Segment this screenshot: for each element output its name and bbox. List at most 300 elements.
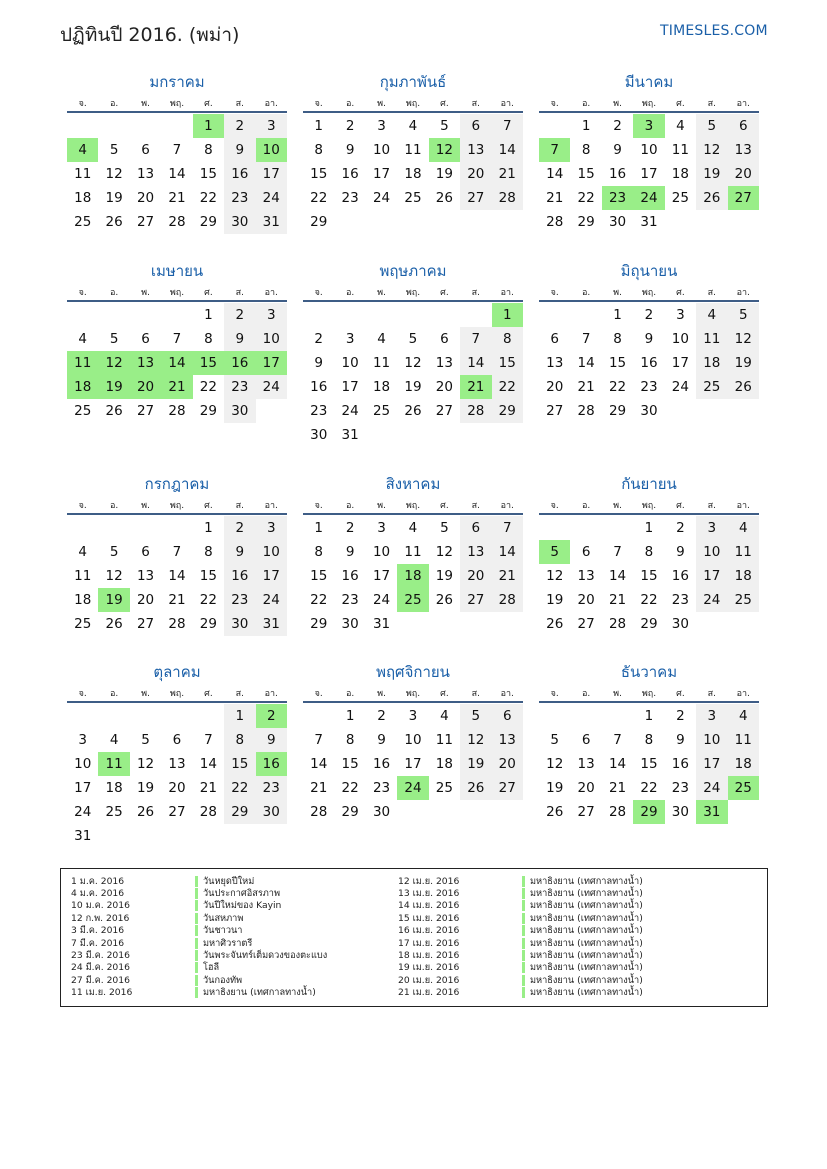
day-cell: 8 [644,544,654,560]
legend-holiday-name: มหาธิงยาน (เทศกาลทางน้ำ) [530,888,643,900]
legend-holiday-name: วันชาวนา [203,925,243,937]
weekday-label: ศ. [676,689,685,699]
day-cell: 12 [728,327,759,351]
day-cell: 17 [404,756,422,772]
legend-date: 11 เม.ย. 2016 [71,987,133,999]
day-cell: 2 [676,708,685,724]
day-blank [67,516,98,540]
day-cell: 19 [546,592,564,608]
weekday-label: จ. [314,99,323,109]
day-cell: 14 [492,138,523,162]
day-cell: 11 [404,544,422,560]
day-blank [602,704,633,728]
day-cell: 22 [492,375,523,399]
weekday-label: อา. [500,288,514,298]
day-blank [429,303,460,327]
day-cell: 2 [345,520,355,536]
day-cell: 10 [640,142,658,158]
day-cell: 27 [460,588,491,612]
weekday-label: จ. [78,501,87,511]
day-cell: 26 [460,776,491,800]
day-cell: 9 [314,355,323,371]
day-cell: 15 [492,351,523,375]
legend-holiday-name: มหาธิงยาน (เทศกาลทางน้ำ) [530,962,643,974]
day-cell: 22 [341,780,359,796]
day-cell: 27 [577,804,595,820]
day-cell: 25 [728,588,759,612]
weekday-label: พฤ. [641,99,657,109]
legend-row [398,987,643,999]
holiday-marker [522,900,525,911]
day-cell: 1 [581,118,591,134]
holiday-marker [195,900,198,911]
weekday-header [67,285,287,302]
legend-holiday-name: วันประกาศอิสรภาพ [203,888,281,900]
day-cell: 3 [408,708,418,724]
weekday-label: อ. [109,288,119,298]
weekday-label: ศ. [204,689,213,699]
day-cell: 4 [676,118,685,134]
day-cell: 24 [372,592,391,608]
day-cell: 6 [581,732,591,748]
weekday-label: อา. [264,99,278,109]
day-cell: 5 [440,520,449,536]
day-cell: 21 [577,379,595,395]
weekday-label: อา. [264,689,278,699]
month-name: ตุลาคม [153,663,201,681]
weekday-label: พ. [613,99,622,109]
weekday-label: ศ. [204,99,213,109]
month-may [303,257,523,447]
holiday-day-cell: 23 [602,186,633,210]
day-cell: 2 [224,114,255,138]
day-cell: 6 [440,331,449,347]
weekday-label: จ. [550,288,559,298]
holiday-day-cell: 16 [256,752,287,776]
day-cell: 29 [341,804,359,820]
day-cell: 25 [404,190,422,206]
day-cell: 29 [224,800,255,824]
day-cell: 30 [341,616,359,632]
day-cell: 1 [345,708,355,724]
day-grid [67,114,287,234]
day-cell: 9 [377,732,386,748]
day-cell: 21 [492,564,523,588]
weekday-label: พ. [377,99,386,109]
day-cell: 31 [256,612,287,636]
day-cell: 1 [204,307,213,323]
weekday-label: ส. [707,501,716,511]
legend-date: 23 มี.ค. 2016 [71,950,130,962]
holiday-day-cell: 19 [98,375,129,399]
day-cell: 28 [608,616,627,632]
day-cell: 26 [105,616,123,632]
day-cell: 5 [141,732,150,748]
holiday-day-cell: 31 [696,800,727,824]
holiday-day-cell: 5 [539,540,570,564]
weekday-label: ส. [471,288,480,298]
day-blank [570,516,601,540]
day-grid [303,704,523,824]
day-cell: 11 [435,732,453,748]
day-cell: 1 [644,708,654,724]
day-cell: 24 [256,186,287,210]
day-cell: 20 [577,780,595,796]
day-blank [161,303,192,327]
weekday-label: ส. [471,689,480,699]
holiday-marker [522,913,525,924]
day-cell: 3 [377,118,386,134]
weekday-label: พ. [141,689,150,699]
legend-holiday-name: มหาธิงยาน (เทศกาลทางน้ำ) [530,987,643,999]
day-cell: 30 [256,800,287,824]
day-cell: 18 [74,190,92,206]
day-cell: 19 [546,780,564,796]
weekday-label: อ. [109,99,119,109]
day-cell: 25 [435,780,453,796]
day-cell: 6 [172,732,182,748]
day-blank [130,516,161,540]
weekday-header [303,686,523,703]
weekday-label: พ. [377,501,386,511]
site-link[interactable]: TIMESLES.COM [660,23,768,39]
day-cell: 11 [728,728,759,752]
day-cell: 9 [256,728,287,752]
weekday-label: อ. [109,689,119,699]
weekday-label: พฤ. [169,501,185,511]
legend-holiday-name: วันพระจันทร์เต็มดวงของตะแบง [203,950,328,962]
day-cell: 30 [224,210,255,234]
day-cell: 14 [168,166,186,182]
holiday-day-cell: 3 [633,114,664,138]
day-blank [460,303,491,327]
day-cell: 27 [577,616,595,632]
day-cell: 27 [136,214,155,230]
month-june [539,257,759,423]
legend-date: 7 มี.ค. 2016 [71,937,125,949]
day-blank [303,704,334,728]
day-cell: 27 [546,403,564,419]
day-cell: 19 [460,752,491,776]
holiday-day-cell: 12 [98,351,129,375]
day-cell: 15 [341,756,359,772]
weekday-label: ศ. [440,99,449,109]
weekday-label: อ. [109,501,119,511]
day-blank [98,516,129,540]
day-cell: 13 [136,166,155,182]
weekday-header [303,96,523,113]
holiday-day-cell: 24 [397,776,428,800]
holiday-marker [195,876,198,887]
legend-date: 1 ม.ค. 2016 [71,875,125,887]
month-name: มกราคม [149,73,205,91]
day-blank [570,704,601,728]
weekday-label: พ. [613,288,622,298]
day-cell: 26 [404,403,422,419]
legend-date: 17 เม.ย. 2016 [398,937,460,949]
holiday-day-cell: 1 [193,114,224,138]
weekday-label: จ. [78,288,87,298]
day-cell: 24 [256,375,287,399]
day-cell: 4 [377,331,386,347]
day-cell: 8 [581,142,591,158]
weekday-label: พฤ. [169,99,185,109]
day-cell: 19 [136,780,155,796]
day-cell: 27 [435,403,453,419]
day-cell: 23 [372,780,391,796]
day-cell: 26 [105,403,123,419]
day-cell: 15 [310,166,328,182]
weekday-label: พฤ. [405,689,421,699]
day-cell: 14 [168,568,186,584]
day-cell: 11 [671,142,689,158]
holiday-day-cell: 18 [67,375,98,399]
day-cell: 28 [608,804,627,820]
weekday-header [539,498,759,515]
day-cell: 16 [640,355,658,371]
day-cell: 9 [224,327,255,351]
weekday-label: ศ. [440,689,449,699]
legend-holiday-name: โฮลี [203,962,220,974]
day-blank [67,114,98,138]
month-january [67,68,287,234]
day-cell: 31 [341,427,359,443]
weekday-label: ส. [235,501,244,511]
day-cell: 27 [136,403,155,419]
day-cell: 17 [696,564,727,588]
day-cell: 20 [460,162,491,186]
legend-date: 19 เม.ย. 2016 [398,962,460,974]
day-cell: 14 [492,540,523,564]
day-cell: 6 [728,114,759,138]
holiday-day-cell: 2 [256,704,287,728]
day-cell: 24 [256,588,287,612]
day-cell: 17 [640,166,658,182]
day-cell: 25 [105,804,123,820]
day-cell: 15 [640,756,658,772]
day-blank [130,303,161,327]
month-name: เมษายน [150,262,204,280]
day-cell: 16 [341,568,359,584]
day-grid [539,303,759,423]
day-cell: 26 [136,804,155,820]
weekday-label: พฤ. [405,288,421,298]
month-march [539,68,759,234]
day-cell: 12 [546,568,564,584]
holiday-marker [522,950,525,961]
day-cell: 4 [408,118,418,134]
day-cell: 8 [644,732,654,748]
day-cell: 18 [696,351,727,375]
day-cell: 11 [74,568,92,584]
day-grid [539,516,759,636]
month-name: พฤษภาคม [379,262,447,280]
day-cell: 29 [199,616,217,632]
day-cell: 26 [728,375,759,399]
day-blank [334,303,365,327]
holiday-day-cell: 21 [460,375,491,399]
day-cell: 4 [440,708,449,724]
month-february [303,68,523,234]
weekday-header [539,96,759,113]
day-cell: 5 [460,704,491,728]
day-cell: 2 [613,118,622,134]
day-cell: 26 [546,804,564,820]
day-cell: 15 [199,166,217,182]
day-cell: 25 [74,214,92,230]
month-name: สิงหาคม [385,475,441,493]
day-cell: 29 [199,403,217,419]
weekday-label: พฤ. [641,501,657,511]
day-cell: 17 [696,752,727,776]
day-cell: 2 [224,303,255,327]
day-cell: 7 [460,327,491,351]
day-cell: 9 [676,544,685,560]
day-cell: 3 [256,516,287,540]
day-cell: 4 [728,704,759,728]
month-august [303,470,523,636]
month-name: กันยายน [621,475,677,493]
day-blank [539,303,570,327]
day-cell: 8 [345,732,355,748]
day-cell: 27 [168,804,186,820]
month-name: มิถุนายน [620,262,678,280]
day-blank [67,704,98,728]
day-cell: 3 [345,331,355,347]
day-cell: 22 [310,592,328,608]
holiday-day-cell: 12 [429,138,460,162]
weekday-label: พ. [377,689,386,699]
day-cell: 10 [256,540,287,564]
day-cell: 10 [696,540,727,564]
day-cell: 30 [372,804,391,820]
day-cell: 22 [608,379,627,395]
holiday-marker [195,888,198,899]
month-name: มีนาคม [624,73,674,91]
day-cell: 12 [435,544,453,560]
holiday-day-cell: 13 [130,351,161,375]
day-cell: 9 [644,331,654,347]
weekday-header [67,96,287,113]
weekday-label: ส. [707,689,716,699]
day-cell: 23 [671,780,689,796]
day-cell: 31 [256,210,287,234]
day-cell: 16 [224,564,255,588]
day-blank [539,704,570,728]
day-blank [98,303,129,327]
day-grid [303,114,523,234]
holiday-marker [522,876,525,887]
day-grid [303,516,523,636]
day-cell: 26 [105,214,123,230]
day-cell: 20 [435,379,453,395]
day-cell: 3 [256,114,287,138]
day-cell: 4 [78,544,87,560]
legend-holiday-name: มหาธิงยาน (เทศกาลทางน้ำ) [530,937,643,949]
weekday-label: ส. [235,99,244,109]
day-cell: 5 [109,544,119,560]
weekday-header [539,686,759,703]
day-blank [130,114,161,138]
holiday-marker [195,987,198,998]
holiday-day-cell: 21 [161,375,192,399]
day-blank [161,516,192,540]
day-cell: 13 [460,138,491,162]
day-cell: 28 [168,616,186,632]
weekday-label: อา. [500,689,514,699]
holiday-marker [195,962,198,973]
legend-holiday-name: วันหยุดปีใหม่ [203,875,255,887]
day-cell: 15 [199,568,217,584]
day-cell: 2 [377,708,386,724]
day-cell: 6 [141,331,150,347]
day-grid [67,516,287,636]
weekday-label: จ. [78,99,87,109]
holiday-day-cell: 17 [256,351,287,375]
day-cell: 28 [546,214,564,230]
day-cell: 29 [492,399,523,423]
day-blank [539,114,570,138]
day-cell: 20 [728,162,759,186]
day-cell: 29 [199,214,217,230]
day-cell: 10 [372,544,391,560]
day-cell: 23 [341,190,359,206]
day-cell: 26 [435,190,453,206]
weekday-label: จ. [550,501,559,511]
weekday-label: อ. [581,288,591,298]
day-cell: 5 [109,331,119,347]
day-cell: 8 [204,544,213,560]
day-cell: 18 [728,752,759,776]
day-cell: 21 [608,780,627,796]
day-cell: 8 [204,331,213,347]
legend-date: 12 ก.พ. 2016 [71,912,130,924]
day-cell: 16 [224,162,255,186]
weekday-label: จ. [550,689,559,699]
day-cell: 27 [492,776,523,800]
day-cell: 11 [372,355,391,371]
holiday-marker [522,975,525,986]
day-cell: 23 [256,776,287,800]
holiday-day-cell: 11 [67,351,98,375]
legend-date: 18 เม.ย. 2016 [398,950,460,962]
day-cell: 15 [224,752,255,776]
day-cell: 21 [168,592,186,608]
legend-date: 21 เม.ย. 2016 [398,987,460,999]
day-cell: 13 [435,355,453,371]
day-cell: 18 [435,756,453,772]
day-cell: 27 [136,616,155,632]
day-cell: 12 [404,355,422,371]
day-cell: 20 [492,752,523,776]
weekday-label: ส. [707,288,716,298]
day-cell: 12 [136,756,155,772]
month-name: พฤศจิกายน [376,663,450,681]
day-cell: 19 [728,351,759,375]
day-cell: 2 [224,516,255,540]
day-cell: 26 [435,592,453,608]
day-blank [98,704,129,728]
holiday-marker [522,987,525,998]
weekday-label: อา. [264,501,278,511]
day-cell: 8 [204,142,213,158]
weekday-label: พฤ. [405,99,421,109]
holiday-marker [522,925,525,936]
day-cell: 17 [256,162,287,186]
day-grid [539,114,759,234]
holiday-marker [195,975,198,986]
weekday-label: พฤ. [641,288,657,298]
